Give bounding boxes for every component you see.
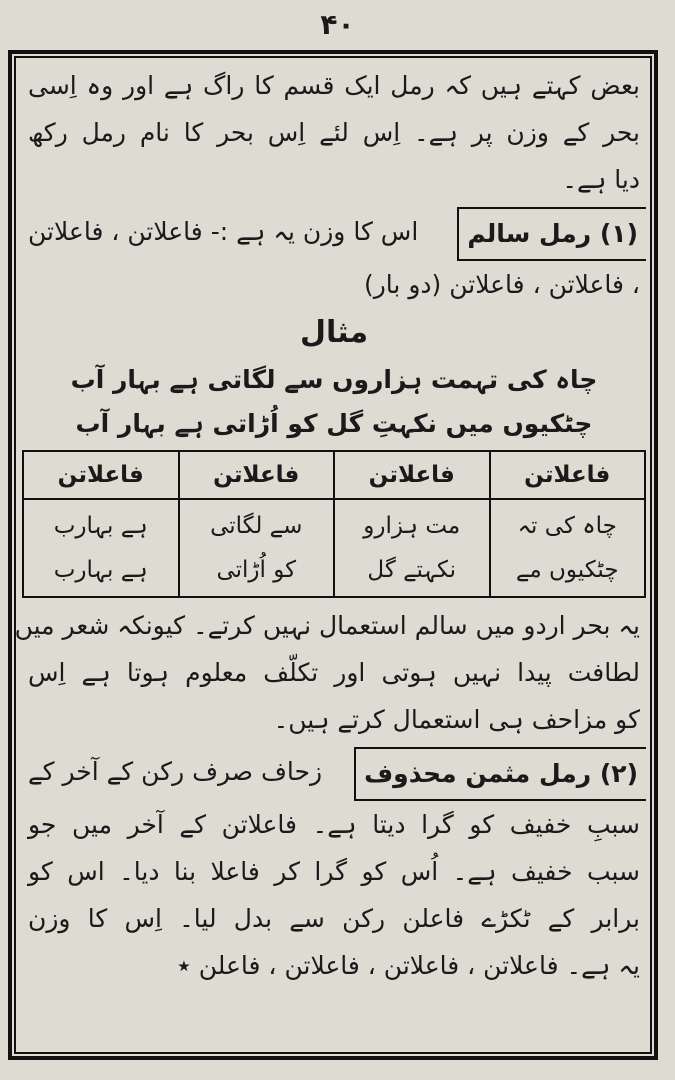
- meter-header: فاعلاتن: [179, 451, 335, 499]
- intro-line-2: بحر کے وزن پر ہے۔ اِس لئے اِس بحر کا نام رمل رکھ: [28, 118, 640, 147]
- meter-cell-line: چٹکیوں مے: [515, 557, 619, 583]
- verse-1: چاہ کی تہمت ہزاروں سے لگاتی ہے بہار آب: [70, 365, 598, 394]
- meter-cell: [490, 499, 646, 597]
- meter-header: فاعلاتن: [490, 451, 646, 499]
- page-number: ۴۰: [320, 8, 355, 41]
- meter-table: [22, 450, 646, 598]
- section2-line-2: سبب خفیف ہے۔ اُس کو گرا کر فاعلا بنا دیا۔ اس کو: [28, 857, 640, 886]
- meter-header-row: [23, 451, 645, 499]
- meter-cell-line: سے لگاتی: [210, 513, 303, 539]
- section1-text-first: اس کا وزن یہ ہے :- فاعلاتن ، فاعلاتن: [28, 217, 419, 246]
- meter-header: فاعلاتن: [23, 451, 179, 499]
- meter-cell: [179, 499, 335, 597]
- section2-heading: (۲) رمل مثمن محذوف: [354, 747, 646, 801]
- section2-line-4: یہ ہے۔ فاعلاتن ، فاعلاتن ، فاعلاتن ، فاعلن ٭: [177, 951, 640, 980]
- note-line-1: یہ بحر اردو میں سالم استعمال نہیں کرتے۔ کیونکہ شعر میں: [14, 611, 640, 640]
- meter-cell: [23, 499, 179, 597]
- meter-cell: [334, 499, 490, 597]
- verse-2: چٹکیوں میں نکہتِ گل کو اُڑاتی ہے بہار آب: [75, 409, 593, 438]
- meter-cell-line: ہے بہارب: [53, 557, 148, 583]
- meter-cell-line: ہے بہارب: [53, 513, 148, 539]
- section1-heading: (۱) رمل سالم: [457, 207, 646, 261]
- meter-cell-line: نکہتے گل: [367, 557, 457, 583]
- section2-line-3: برابر کے ٹکڑے فاعلن رکن سے بدل لیا۔ اِس کا وزن: [28, 904, 640, 933]
- section1-heading-row: [22, 207, 646, 261]
- section2-line-1: سببِ خفیف کو گرا دیتا ہے۔ فاعلاتن کے آخر میں جو: [28, 810, 640, 839]
- meter-header: فاعلاتن: [334, 451, 490, 499]
- intro-line-3: دیا ہے۔: [562, 165, 640, 194]
- meter-cell-line: چاہ کی تہ: [517, 513, 617, 539]
- meter-cell-line: کو اُڑاتی: [216, 557, 297, 583]
- page-content: [14, 62, 646, 1050]
- note-line-2: لطافت پیدا نہیں ہوتی اور تکلّف معلوم ہوتا ہے اِس: [28, 658, 640, 687]
- section1-text-second: ، فاعلاتن ، فاعلاتن (دو بار): [363, 270, 640, 299]
- note-line-3: کو مزاحف ہی استعمال کرتے ہیں۔: [273, 705, 640, 734]
- example-title: مثال: [299, 315, 369, 350]
- section2-text-first: زحاف صرف رکن کے آخر کے: [28, 757, 323, 786]
- meter-body-row: [23, 499, 645, 597]
- intro-line-1: بعض کہتے ہیں کہ رمل ایک قسم کا راگ ہے اور وہ اِسی: [28, 71, 640, 100]
- meter-cell-line: مت ہزارو: [363, 513, 461, 539]
- section2-heading-row: [22, 747, 646, 801]
